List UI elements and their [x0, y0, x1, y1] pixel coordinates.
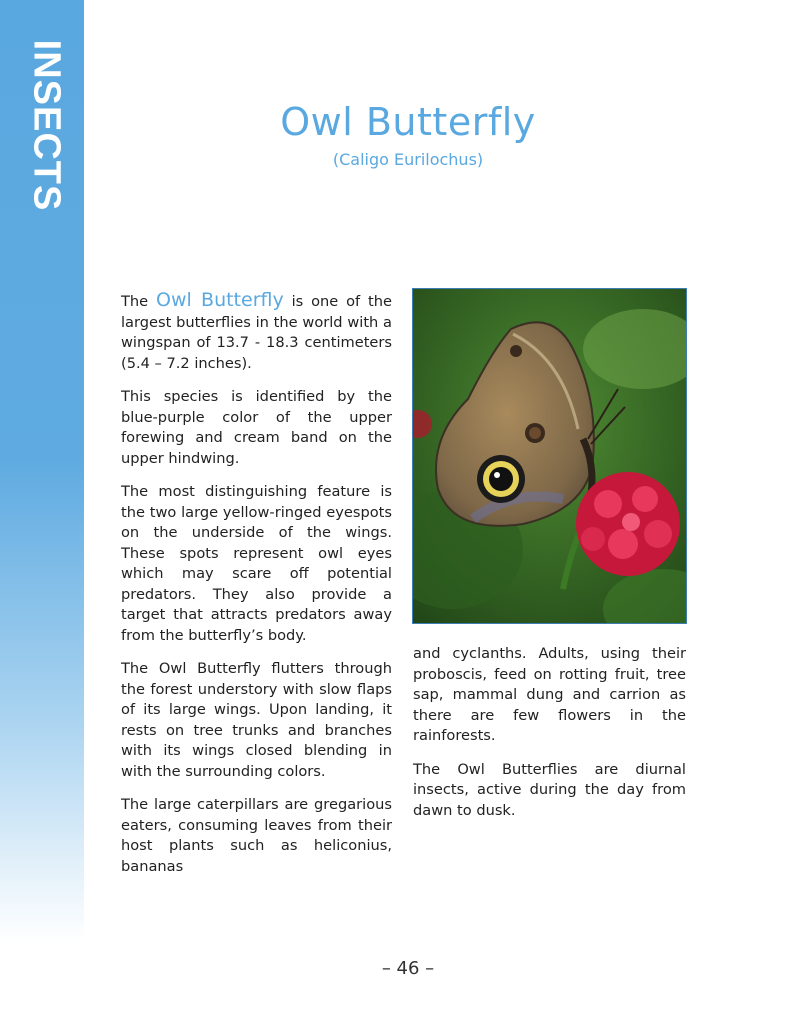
page-number: – 46 – [381, 958, 435, 979]
paragraph-caterpillars: The large caterpillars are gregarious eaters, consuming leaves from their host plants such as heliconius, bananas [121, 796, 392, 875]
page-title: Owl Butterfly [280, 100, 536, 144]
category-label [20, 39, 72, 211]
intro-prefix: The [121, 293, 156, 310]
category-text: INSECTS [25, 39, 68, 211]
paragraph-behavior: The Owl Butterfly flutters through the forest understory with slow flaps of its large wings. Upon landing, it rests on tree trunks and branches with its wings closed blending in with the surrounding colors. [121, 660, 392, 780]
inline-species-name: Owl Butterfly [156, 289, 284, 311]
text-column-left [121, 290, 392, 890]
paragraph-eyespots: The most distinguishing feature is the two large yellow-ringed eyespots on the underside of the wings. These spots represent owl eyes which may scare off potential predators. They also provide a target that attracts predators away from the butterfly’s body. [121, 483, 392, 644]
owl-butterfly-photo [412, 288, 687, 624]
scientific-name: (Caligo Eurilochus) [332, 150, 484, 169]
paragraph-diurnal: The Owl Butterflies are diurnal insects, active during the day from dawn to dusk. [413, 760, 686, 819]
butterfly-illustration [413, 289, 687, 624]
text-column-right [413, 644, 686, 834]
paragraph-identification: This species is identified by the blue-purple color of the upper forewing and cream band on the upper hindwing. [121, 388, 392, 467]
paragraph-intro [121, 290, 392, 374]
paragraph-caterpillars-continued: and cyclanths. Adults, using their proboscis, feed on rotting fruit, tree sap, mammal dung and carrion as there are few flowers in the rainforests. [413, 645, 686, 744]
intro-suffix: is one of the largest butterflies in the world with a wingspan of 13.7 - 18.3 centimeters (5.4 – 7.2 inches). [121, 293, 392, 372]
